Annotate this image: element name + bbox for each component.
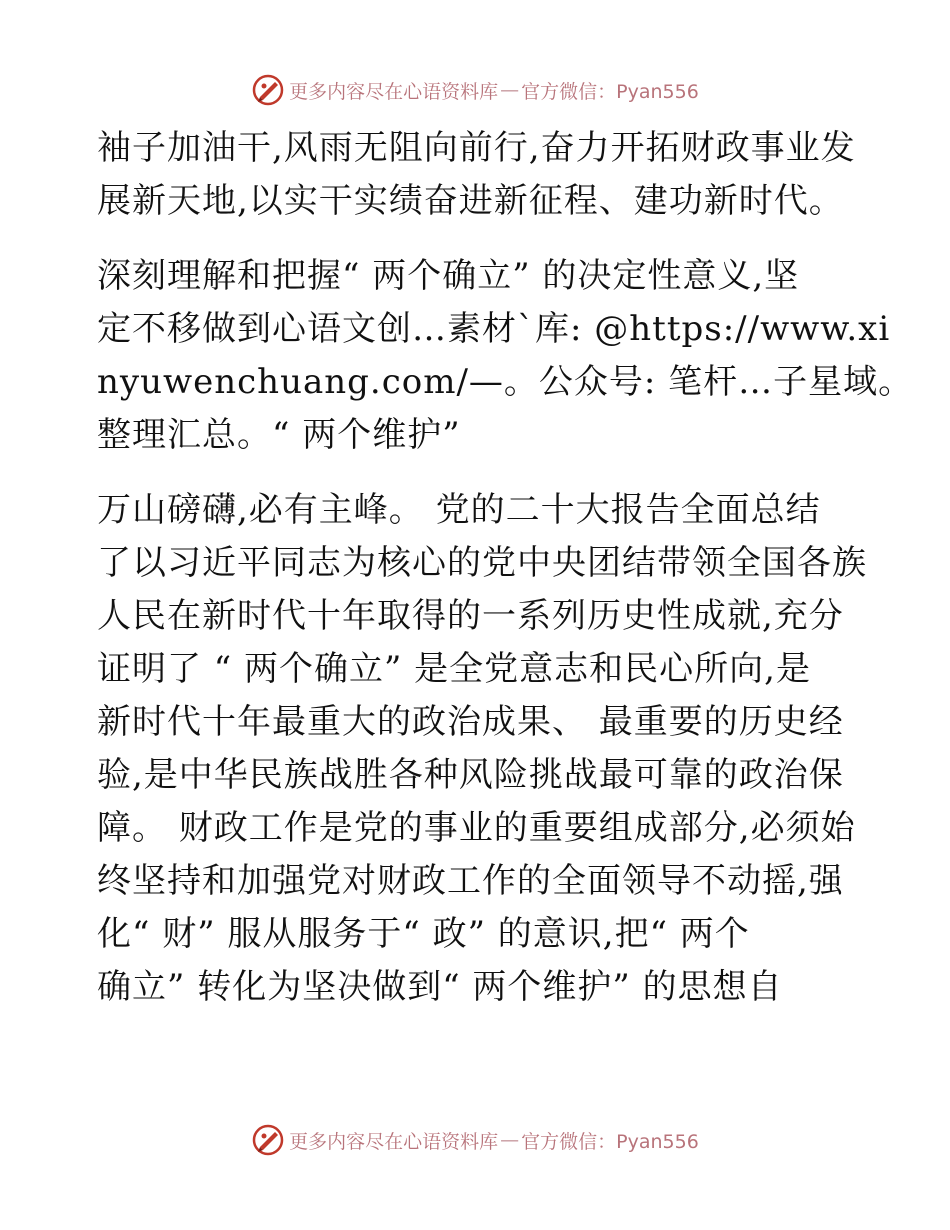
text-line: nyuwenchuang.com/—。公众号: 笔杆…子星域。 [97, 362, 914, 402]
banner-text: 更多内容尽在心语资料库 [289, 80, 499, 103]
text-line: 整理汇总。“ 两个维护” [97, 415, 461, 455]
banner-dash: — [500, 79, 520, 101]
text-line: 验,是中华民族战胜各种风险挑战最可靠的政治保 [97, 755, 844, 795]
text-line: 确立” 转化为坚决做到“ 两个维护” 的思想自 [97, 967, 783, 1007]
text-line: 人民在新时代十年取得的一系列历史性成就,充分 [97, 596, 844, 636]
text-line: 新时代十年最重大的政治成果、 最重要的历史经 [97, 702, 844, 742]
banner-wechat: 官方微信：Pyan556 [521, 1130, 699, 1153]
text-line: 障。 财政工作是党的事业的重要组成部分,必须始 [97, 808, 856, 848]
document-body [97, 122, 914, 1036]
text-line: 袖子加油干,风雨无阻向前行,奋力开拓财政事业发 [97, 128, 856, 168]
text-line: 终坚持和加强党对财政工作的全面领导不动摇,强 [97, 861, 844, 901]
banner-dash: — [500, 1129, 520, 1151]
paragraph-3 [97, 484, 867, 1014]
text-line: 展新天地,以实干实绩奋进新征程、建功新时代。 [97, 181, 844, 221]
text-line: 万山磅礴,必有主峰。 党的二十大报告全面总结 [97, 490, 821, 530]
banner-text: 更多内容尽在心语资料库 [289, 1130, 499, 1153]
text-line: 化“ 财” 服从服务于“ 政” 的意识,把“ 两个 [97, 914, 750, 954]
text-line: 深刻理解和把握“ 两个确立” 的决定性意义,坚 [97, 256, 800, 296]
paragraph-2 [97, 250, 914, 462]
logo-icon [251, 1123, 285, 1157]
paragraph-1 [97, 122, 857, 228]
footer-watermark-banner [0, 1120, 950, 1160]
text-line: 证明了 “ 两个确立” 是全党意志和民心所向,是 [97, 649, 811, 689]
text-line: 了以习近平同志为核心的党中央团结带领全国各族 [97, 543, 867, 583]
text-line: 定不移做到心语文创…素材`库: @https://www.xi [97, 309, 891, 349]
logo-icon [251, 73, 285, 107]
banner-wechat: 官方微信：Pyan556 [521, 80, 699, 103]
header-watermark-banner [0, 70, 950, 110]
